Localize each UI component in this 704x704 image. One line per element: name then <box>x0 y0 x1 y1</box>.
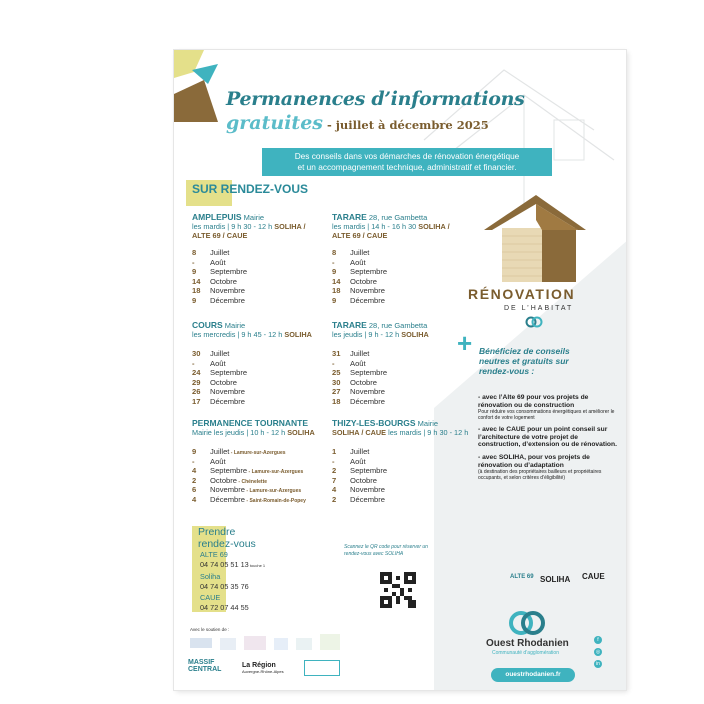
date-month: Décembre <box>350 295 386 305</box>
massif-central-logo <box>188 659 221 673</box>
house-illustration <box>474 190 594 285</box>
region-name: La Région <box>242 662 276 669</box>
date-day: 2 <box>332 466 337 476</box>
date-row <box>332 349 429 359</box>
town-name: COURS <box>192 320 223 330</box>
town-name: THIZY-LES-BOURGS <box>332 418 416 428</box>
plan-logo <box>304 660 340 676</box>
date-day: 9 <box>332 267 337 277</box>
town-block <box>192 418 315 505</box>
town-header <box>332 320 429 330</box>
rdv-heading: SUR RENDEZ-VOUS <box>192 182 309 196</box>
date-row <box>332 368 429 378</box>
page-title: Permanences d’informations <box>226 88 525 110</box>
date-row <box>192 476 315 486</box>
massif-line-1: MASSIF <box>188 659 215 666</box>
date-month: Octobre <box>210 475 238 485</box>
region-logo <box>242 662 284 674</box>
date-place: - Lamure-sur-Azergues <box>229 450 286 456</box>
date-month: Août <box>210 456 226 466</box>
date-day: 8 <box>192 248 197 257</box>
partner-soliha: SOLIHA <box>540 575 571 584</box>
date-day: - <box>332 358 335 368</box>
date-month: Juillet <box>350 248 370 257</box>
date-day: 18 <box>332 286 341 296</box>
date-day: 17 <box>192 396 201 406</box>
date-day: 4 <box>192 494 197 504</box>
contact-name: Soliha <box>200 571 221 581</box>
date-month: Décembre <box>210 295 246 305</box>
date-month: Octobre <box>350 377 378 387</box>
renovation-title: RÉNOVATION <box>468 286 576 302</box>
date-day: 4 <box>192 466 197 476</box>
date-day: 2 <box>332 494 337 504</box>
date-row <box>192 277 306 287</box>
date-day: 31 <box>332 349 341 358</box>
date-row <box>332 495 468 505</box>
date-row <box>332 267 450 277</box>
title-gratuites: gratuites <box>226 112 323 134</box>
contact-name: ALTE 69 <box>200 550 228 559</box>
date-month: Octobre <box>350 276 378 286</box>
date-day: 25 <box>332 368 341 378</box>
date-day: 30 <box>192 349 201 358</box>
intro-banner <box>262 148 552 176</box>
date-day: 9 <box>192 267 197 277</box>
contact-phone[interactable]: 04 74 05 35 76 <box>200 582 249 592</box>
date-month: Juillet <box>350 349 370 358</box>
date-month: Décembre <box>210 494 246 504</box>
date-day: 18 <box>332 396 341 406</box>
date-month: Août <box>350 257 366 267</box>
town-schedule: les mardis | 9 h 30 - 12 h SOLIHA / ALTE 69 / CAUE <box>192 222 306 240</box>
title-subline <box>226 112 489 134</box>
town-schedule: les jeudis | 9 h - 12 h SOLIHA <box>332 330 429 339</box>
date-row <box>192 397 312 407</box>
date-row <box>192 267 306 277</box>
date-day: - <box>332 456 335 466</box>
date-row <box>192 447 315 457</box>
contact-list <box>200 550 265 613</box>
date-day: - <box>192 257 195 267</box>
date-row <box>332 378 429 388</box>
contact-name: CAUE <box>200 592 221 602</box>
date-list <box>192 447 315 505</box>
qr-code[interactable] <box>380 572 416 608</box>
service-item: - avec SOLIHA, pour vos projets de rénovation ou d’adaptation (à destination des propriétaires bailleurs et propriétaires occupants, et selon critères d’éligibilité) <box>478 453 602 482</box>
date-list <box>192 248 306 306</box>
date-day: 6 <box>192 485 197 495</box>
town-header <box>332 212 450 222</box>
date-row <box>192 387 312 397</box>
qr-caption: Scannez le QR code pour réserver un rendez-vous avec SOLIHA <box>344 544 428 557</box>
date-row <box>332 387 429 397</box>
town-header <box>332 418 468 428</box>
sponsor-logos <box>190 634 340 656</box>
date-row <box>192 296 306 306</box>
date-row <box>332 485 468 495</box>
date-month: Septembre <box>350 466 388 476</box>
date-row <box>332 476 468 486</box>
massif-line-2: CENTRAL <box>188 666 222 673</box>
date-month: Décembre <box>210 396 246 406</box>
date-month: Novembre <box>350 286 386 296</box>
ouest-rhodanien-logo-icon <box>508 610 546 636</box>
date-row <box>192 485 315 495</box>
benefit-heading: Bénéficiez de conseils neutres et gratuits sur rendez-vous : <box>479 346 570 376</box>
date-day: 14 <box>332 276 341 286</box>
corner-decoration <box>174 50 234 130</box>
website-link[interactable]: ouestrhodanien.fr <box>491 668 575 682</box>
date-month: Septembre <box>210 466 248 476</box>
date-day: 4 <box>332 485 337 495</box>
town-location: 28, rue Gambetta <box>366 321 428 330</box>
plus-icon: + <box>457 328 473 358</box>
date-row <box>192 378 312 388</box>
town-schedule: Mairie les jeudis | 10 h - 12 h SOLIHA <box>192 428 315 437</box>
date-row <box>332 397 429 407</box>
partner-alte: ALTE 69 <box>510 574 534 580</box>
town-name: PERMANENCE TOURNANTE <box>192 418 309 428</box>
date-day: 8 <box>332 248 337 257</box>
date-list <box>332 349 429 407</box>
date-row <box>332 248 450 258</box>
town-name: TARARE <box>332 320 367 330</box>
town-header <box>192 212 306 222</box>
contact-phone[interactable]: 04 72 07 44 55 <box>200 603 249 613</box>
date-day: 9 <box>332 295 337 305</box>
date-day: 24 <box>192 368 201 378</box>
date-month: Septembre <box>350 368 388 378</box>
facebook-icon[interactable]: f <box>594 636 602 644</box>
date-day: - <box>192 456 195 466</box>
town-header <box>192 418 315 428</box>
service-item: - avec le CAUE pour un point conseil sur l’architecture de votre projet de construction, d’extension ou de rénovation. <box>478 426 617 449</box>
town-location: Mairie <box>415 419 439 428</box>
partner-caue: CAUE <box>582 572 605 581</box>
date-day: 30 <box>332 377 341 387</box>
date-row <box>192 368 312 378</box>
date-row <box>192 495 315 505</box>
date-day: 26 <box>192 387 201 397</box>
instagram-icon[interactable]: ◎ <box>595 649 601 655</box>
date-month: Octobre <box>210 377 238 387</box>
town-location: Mairie <box>241 213 265 222</box>
contact-heading-1: Prendre <box>198 526 236 538</box>
date-month: Novembre <box>210 387 246 397</box>
date-row <box>192 359 312 369</box>
date-day: 1 <box>332 447 337 456</box>
support-label: Avec le soutien de : <box>190 627 230 632</box>
cor-logo-icon <box>524 316 544 328</box>
date-place: - Saint-Romain-de-Popey <box>245 497 306 504</box>
town-location: Mairie <box>222 321 246 330</box>
date-list <box>192 349 312 407</box>
date-month: Juillet <box>210 248 230 257</box>
service-item: - avec l’Alte 69 pour vos projets de rénovation ou de construction Pour réduire vos consommations énergétiques et améliorer le confort de votre logement <box>478 394 615 422</box>
town-block <box>332 212 450 306</box>
date-month: Novembre <box>210 286 246 296</box>
date-month: Septembre <box>210 368 248 378</box>
date-day: 2 <box>192 475 197 485</box>
town-location: 28, rue Gambetta <box>366 213 428 222</box>
date-month: Octobre <box>350 475 378 485</box>
renovation-subtitle: DE L’HABITAT <box>504 305 574 312</box>
date-month: Novembre <box>210 485 246 495</box>
date-list <box>332 248 450 306</box>
date-day: 14 <box>192 276 201 286</box>
date-month: Août <box>350 358 366 368</box>
town-schedule: les mercredis | 9 h 45 - 12 h SOLIHA <box>192 330 312 339</box>
date-month: Août <box>210 358 226 368</box>
region-sub: Auvergne-Rhône-Alpes <box>242 669 284 674</box>
town-block <box>192 320 312 407</box>
town-header <box>192 320 312 330</box>
town-block <box>332 418 468 505</box>
date-day: 27 <box>332 387 341 397</box>
date-list <box>332 447 468 505</box>
date-row <box>332 258 450 268</box>
date-month: Novembre <box>350 485 386 495</box>
date-place: - Lamure-sur-Azergues <box>245 488 302 495</box>
date-row <box>332 447 468 457</box>
town-name: TARARE <box>332 212 367 222</box>
date-day: - <box>332 257 335 267</box>
contact-heading-2: rendez-vous <box>198 538 256 550</box>
date-day: 18 <box>192 286 201 296</box>
date-month: Septembre <box>210 267 248 277</box>
date-month: Juillet <box>210 447 230 456</box>
date-month: Octobre <box>210 276 238 286</box>
date-row <box>332 466 468 476</box>
date-month: Août <box>350 456 366 466</box>
town-schedule: les mardis | 14 h - 16 h 30 SOLIHA / ALTE 69 / CAUE <box>332 222 450 240</box>
banner-line-2: et un accompagnement technique, administratif et financier. <box>297 162 517 172</box>
date-month: Décembre <box>350 494 386 504</box>
date-row <box>192 349 312 359</box>
date-row <box>332 296 450 306</box>
ouest-rhodanien-name: Ouest Rhodanien <box>486 638 569 649</box>
date-day: 9 <box>192 295 197 305</box>
poster <box>174 50 626 690</box>
title-dates: - juillet à décembre 2025 <box>322 118 489 132</box>
date-place: - Lamure-sur-Azergues <box>247 469 304 476</box>
date-row <box>192 457 315 467</box>
contact-phone[interactable]: 04 74 05 51 13 touche 1 <box>200 560 266 570</box>
town-block <box>192 212 306 306</box>
date-day: 7 <box>332 475 337 485</box>
date-month: Juillet <box>210 349 230 358</box>
date-row <box>332 457 468 467</box>
date-row <box>192 258 306 268</box>
town-schedule: SOLIHA / CAUE les mardis | 9 h 30 - 12 h <box>332 428 469 437</box>
date-row <box>192 286 306 296</box>
date-month: Novembre <box>350 387 386 397</box>
date-month: Juillet <box>350 447 370 456</box>
date-month: Août <box>210 257 226 267</box>
town-block <box>332 320 429 407</box>
date-month: Septembre <box>350 267 388 277</box>
date-row <box>332 277 450 287</box>
date-day: - <box>192 358 195 368</box>
date-day: 29 <box>192 377 201 387</box>
date-row <box>192 248 306 258</box>
banner-line-1: Des conseils dans vos démarches de rénovation énergétique <box>294 151 520 161</box>
date-row <box>192 466 315 476</box>
date-row <box>332 359 429 369</box>
service-list <box>478 394 618 486</box>
contact-heading <box>198 526 256 550</box>
date-place: - Chénelette <box>237 478 268 485</box>
town-name: AMPLEPUIS <box>192 212 242 222</box>
date-row <box>332 286 450 296</box>
date-month: Décembre <box>350 396 386 406</box>
ouest-rhodanien-sub: Communauté d’agglomération <box>492 650 559 656</box>
linkedin-icon[interactable]: in <box>594 660 602 668</box>
date-day: 9 <box>192 447 197 456</box>
